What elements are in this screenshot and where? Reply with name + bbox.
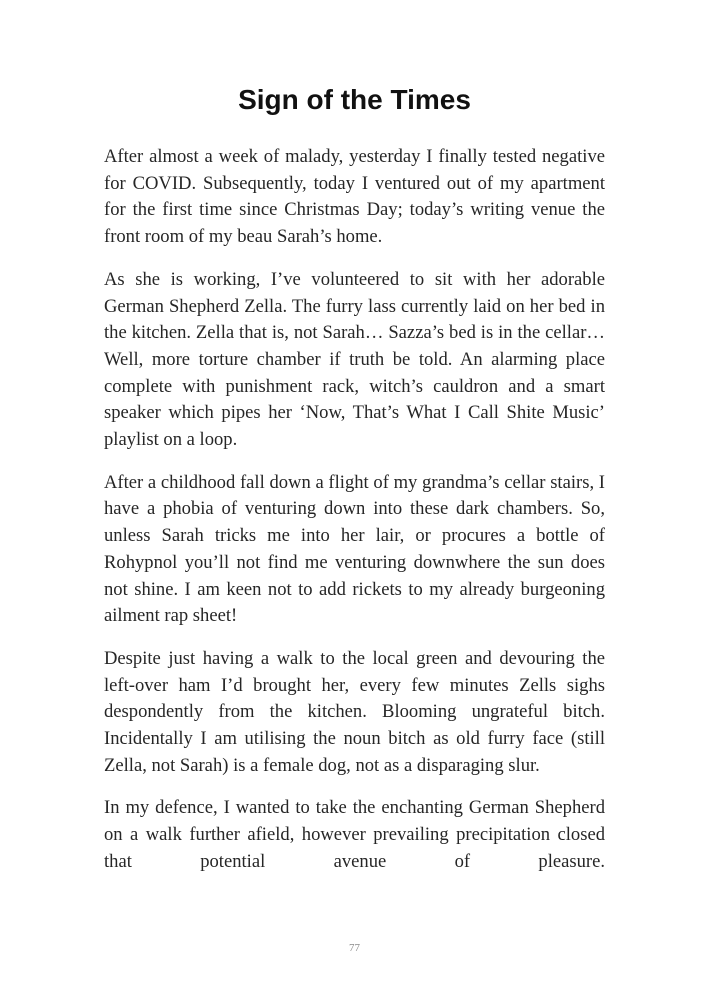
paragraph-5: In my defence, I wanted to take the enchanting German Shepherd on a walk further afield, however prevailing precipitation closed that potential avenue of pleasure. [104,797,605,872]
paragraph-2: As she is working, I’ve volunteered to sit with her adorable German Shepherd Zella. The furry lass currently laid on her bed in the kitchen. Zella that is, not Sarah… Sazza’s bed is in the cellar… Well, more torture chamber if truth be told. An alarming place complete with punishment rack, witch’s cauldron and a smart speaker which pipes her ‘Now, That’s What I Call Shite Music’ playlist on a loop. [104,268,605,451]
body-text [104,144,605,892]
paragraph-4: Despite just having a walk to the local green and devouring the left-over ham I’d brought her, every few minutes Zells sighs despondently from the kitchen. Blooming ungrateful bitch. Incidentally I am utilising the noun bitch as old furry face (still Zella, not Sarah) is a female dog, not as a disparaging slur. [104,647,605,776]
paragraph-1: After almost a week of malady, yesterday I finally tested negative for COVID. Subsequently, today I ventured out of my apartment for the first time since Christmas Day; today’s writing venue the front room of my beau Sarah’s home. [104,146,605,248]
paragraph-3: After a childhood fall down a flight of my grandma’s cellar stairs, I have a phobia of venturing down into these dark chambers. So, unless Sarah tricks me into her lair, or procures a bottle of Rohypnol you’ll not find me venturing downwhere the sun does not shine. I am keen not to add rickets to my already burgeoning ailment rap sheet! [104,471,605,627]
chapter-title: Sign of the Times [238,84,471,115]
page-number: 77 [349,942,360,954]
